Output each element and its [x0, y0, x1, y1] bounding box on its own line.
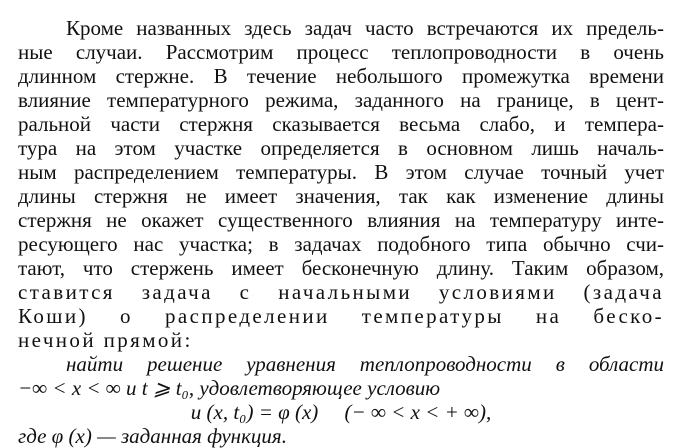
paragraph-line-3: длинном стержне. В течение небольшого промежутка времени [18, 64, 664, 88]
paragraph-line-5: ральной части стержня сказывается весьма слабо, и темпера- [18, 112, 664, 136]
problem-line-2: −∞ < x < ∞ и t ⩾ t₀, удовлетворяющее условию [18, 376, 441, 400]
formula: u (x, t₀) = φ (x) (− ∞ < x < + ∞), [190, 400, 492, 424]
paragraph-line-13: Коши) о распределении температуры на беско- [18, 304, 664, 328]
paragraph-line-6: тура на этом участке определяется в основном лишь началь- [18, 136, 664, 160]
paragraph-line-7: ным распределением температуры. В этом случае точный учет [18, 160, 664, 184]
paragraph-line-2: ные случаи. Рассмотрим процесс теплопроводности в очень [18, 40, 664, 64]
paragraph-line-4: влияние температурного режима, заданного на границе, в цент- [18, 88, 664, 112]
paragraph-line-1: Кроме названных здесь задач часто встречаются их предель- [66, 16, 664, 40]
problem-line-1: найти решение уравнения теплопроводности в области [66, 352, 664, 376]
paragraph-line-10: ресующего нас участка; в задачах подобного типа обычно счи- [18, 232, 664, 256]
paragraph-line-14: нечной прямой: [18, 328, 193, 352]
paragraph-line-9: стержня не окажет существенного влияния на температуру инте- [18, 208, 664, 232]
paragraph-line-12: ставится задача с начальными условиями (задача [18, 280, 664, 304]
note-line: где φ (x) — заданная функция. [18, 424, 287, 448]
paragraph-line-11: тают, что стержень имеет бесконечную длину. Таким образом, [18, 256, 664, 280]
paragraph-line-8: длины стержня не имеет значения, так как изменение длины [18, 184, 664, 208]
